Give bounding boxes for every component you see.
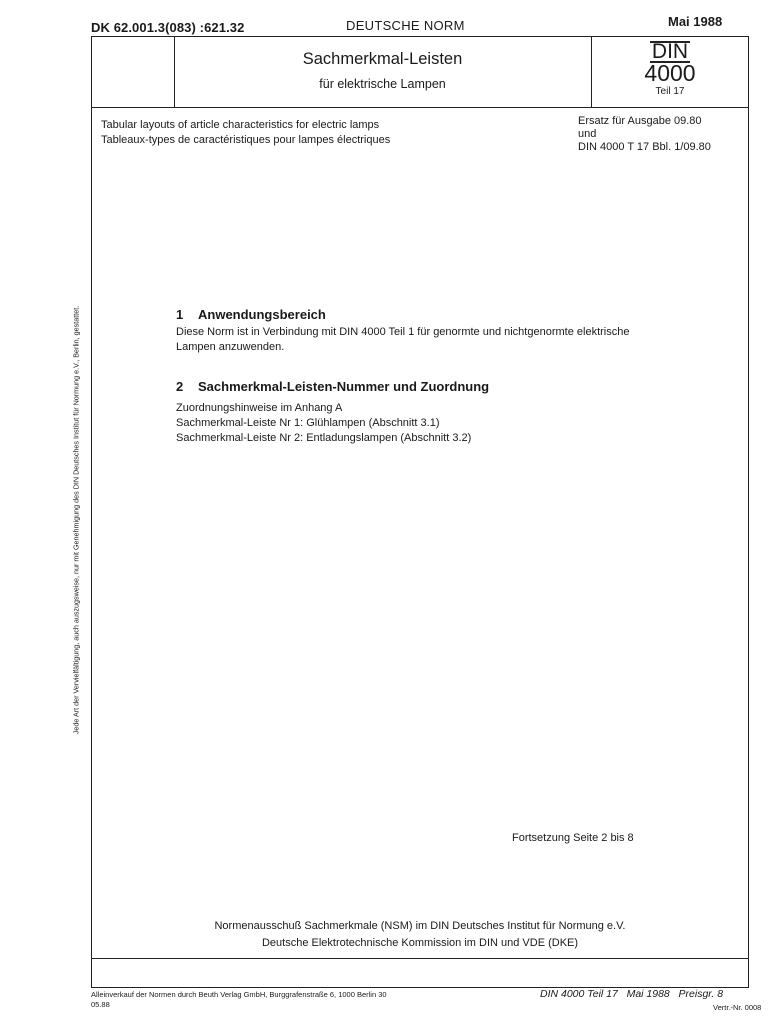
footer-reference: DIN 4000 Teil 17 Mai 1988 Preisgr. 8	[540, 988, 724, 1000]
committee-line: Normenausschuß Sachmerkmale (NSM) im DIN Deutsches Institut für Normung e.V.	[214, 920, 626, 932]
footer-divider	[91, 958, 749, 959]
print-code: 05.88	[91, 1000, 110, 1009]
section-heading	[176, 307, 326, 322]
section-heading	[176, 379, 489, 394]
sales-line: Alleinverkauf der Normen durch Beuth Verlag GmbH, Burggrafenstraße 6, 1000 Berlin 30	[91, 990, 387, 999]
english-title: Tabular layouts of article characteristics for electric lamps	[101, 119, 380, 131]
body-line: Diese Norm ist in Verbindung mit DIN 4000 Teil 1 für genormte und nichtgenormte elektrische	[176, 326, 630, 338]
committee-line: Deutsche Elektrotechnische Kommission im DIN und VDE (DKE)	[261, 937, 579, 949]
section-number: 2	[176, 379, 184, 394]
document-title: Sachmerkmal-Leisten	[302, 50, 463, 68]
alternate-titles	[101, 118, 390, 148]
french-title: Tableaux-types de caractéristiques pour lampes électriques	[101, 134, 391, 146]
section-body	[176, 401, 471, 446]
committee-note	[130, 918, 710, 952]
body-line: Sachmerkmal-Leiste Nr 2: Entladungslampen (Abschnitt 3.2)	[176, 432, 472, 444]
section-number: 1	[176, 307, 184, 322]
din-number: 4000	[644, 60, 696, 86]
copyright-side-note: Jede Art der Vervielfältigung, auch auszugsweise, nur mit Genehmigung des DIN Deutsches Institut für Normung e.V., Berlin, gestattet.	[71, 305, 81, 735]
replacement-line: und	[578, 128, 597, 140]
body-line: Sachmerkmal-Leiste Nr 1: Glühlampen (Abschnitt 3.1)	[176, 417, 440, 429]
header-divider	[91, 107, 749, 108]
page-frame	[91, 36, 749, 988]
replacement-line: Ersatz für Ausgabe 09.80	[578, 115, 702, 127]
replacement-line: DIN 4000 T 17 Bbl. 1/09.80	[578, 141, 711, 153]
continuation-note: Fortsetzung Seite 2 bis 8	[512, 832, 634, 844]
dk-classification: DK 62.001.3(083) :621.32	[91, 20, 245, 35]
section-title: Anwendungsbereich	[198, 307, 326, 322]
body-line: Lampen anzuwenden.	[176, 341, 285, 353]
publication-date: Mai 1988	[668, 14, 723, 29]
din-number-box	[591, 36, 749, 107]
document-subtitle: für elektrische Lampen	[319, 77, 446, 91]
footer-sales	[91, 990, 387, 1010]
body-line: Zuordnungshinweise im Anhang A	[176, 402, 343, 414]
replacement-note	[578, 115, 711, 154]
section-body	[176, 325, 629, 355]
din-part: Teil 17	[655, 86, 685, 97]
header-left-divider	[174, 36, 175, 107]
distribution-number: Vertr.-Nr. 0008	[713, 1003, 762, 1012]
section-title: Sachmerkmal-Leisten-Nummer und Zuordnung	[198, 379, 490, 394]
din-logo: DIN	[651, 40, 689, 63]
norm-type: DEUTSCHE NORM	[346, 18, 465, 33]
